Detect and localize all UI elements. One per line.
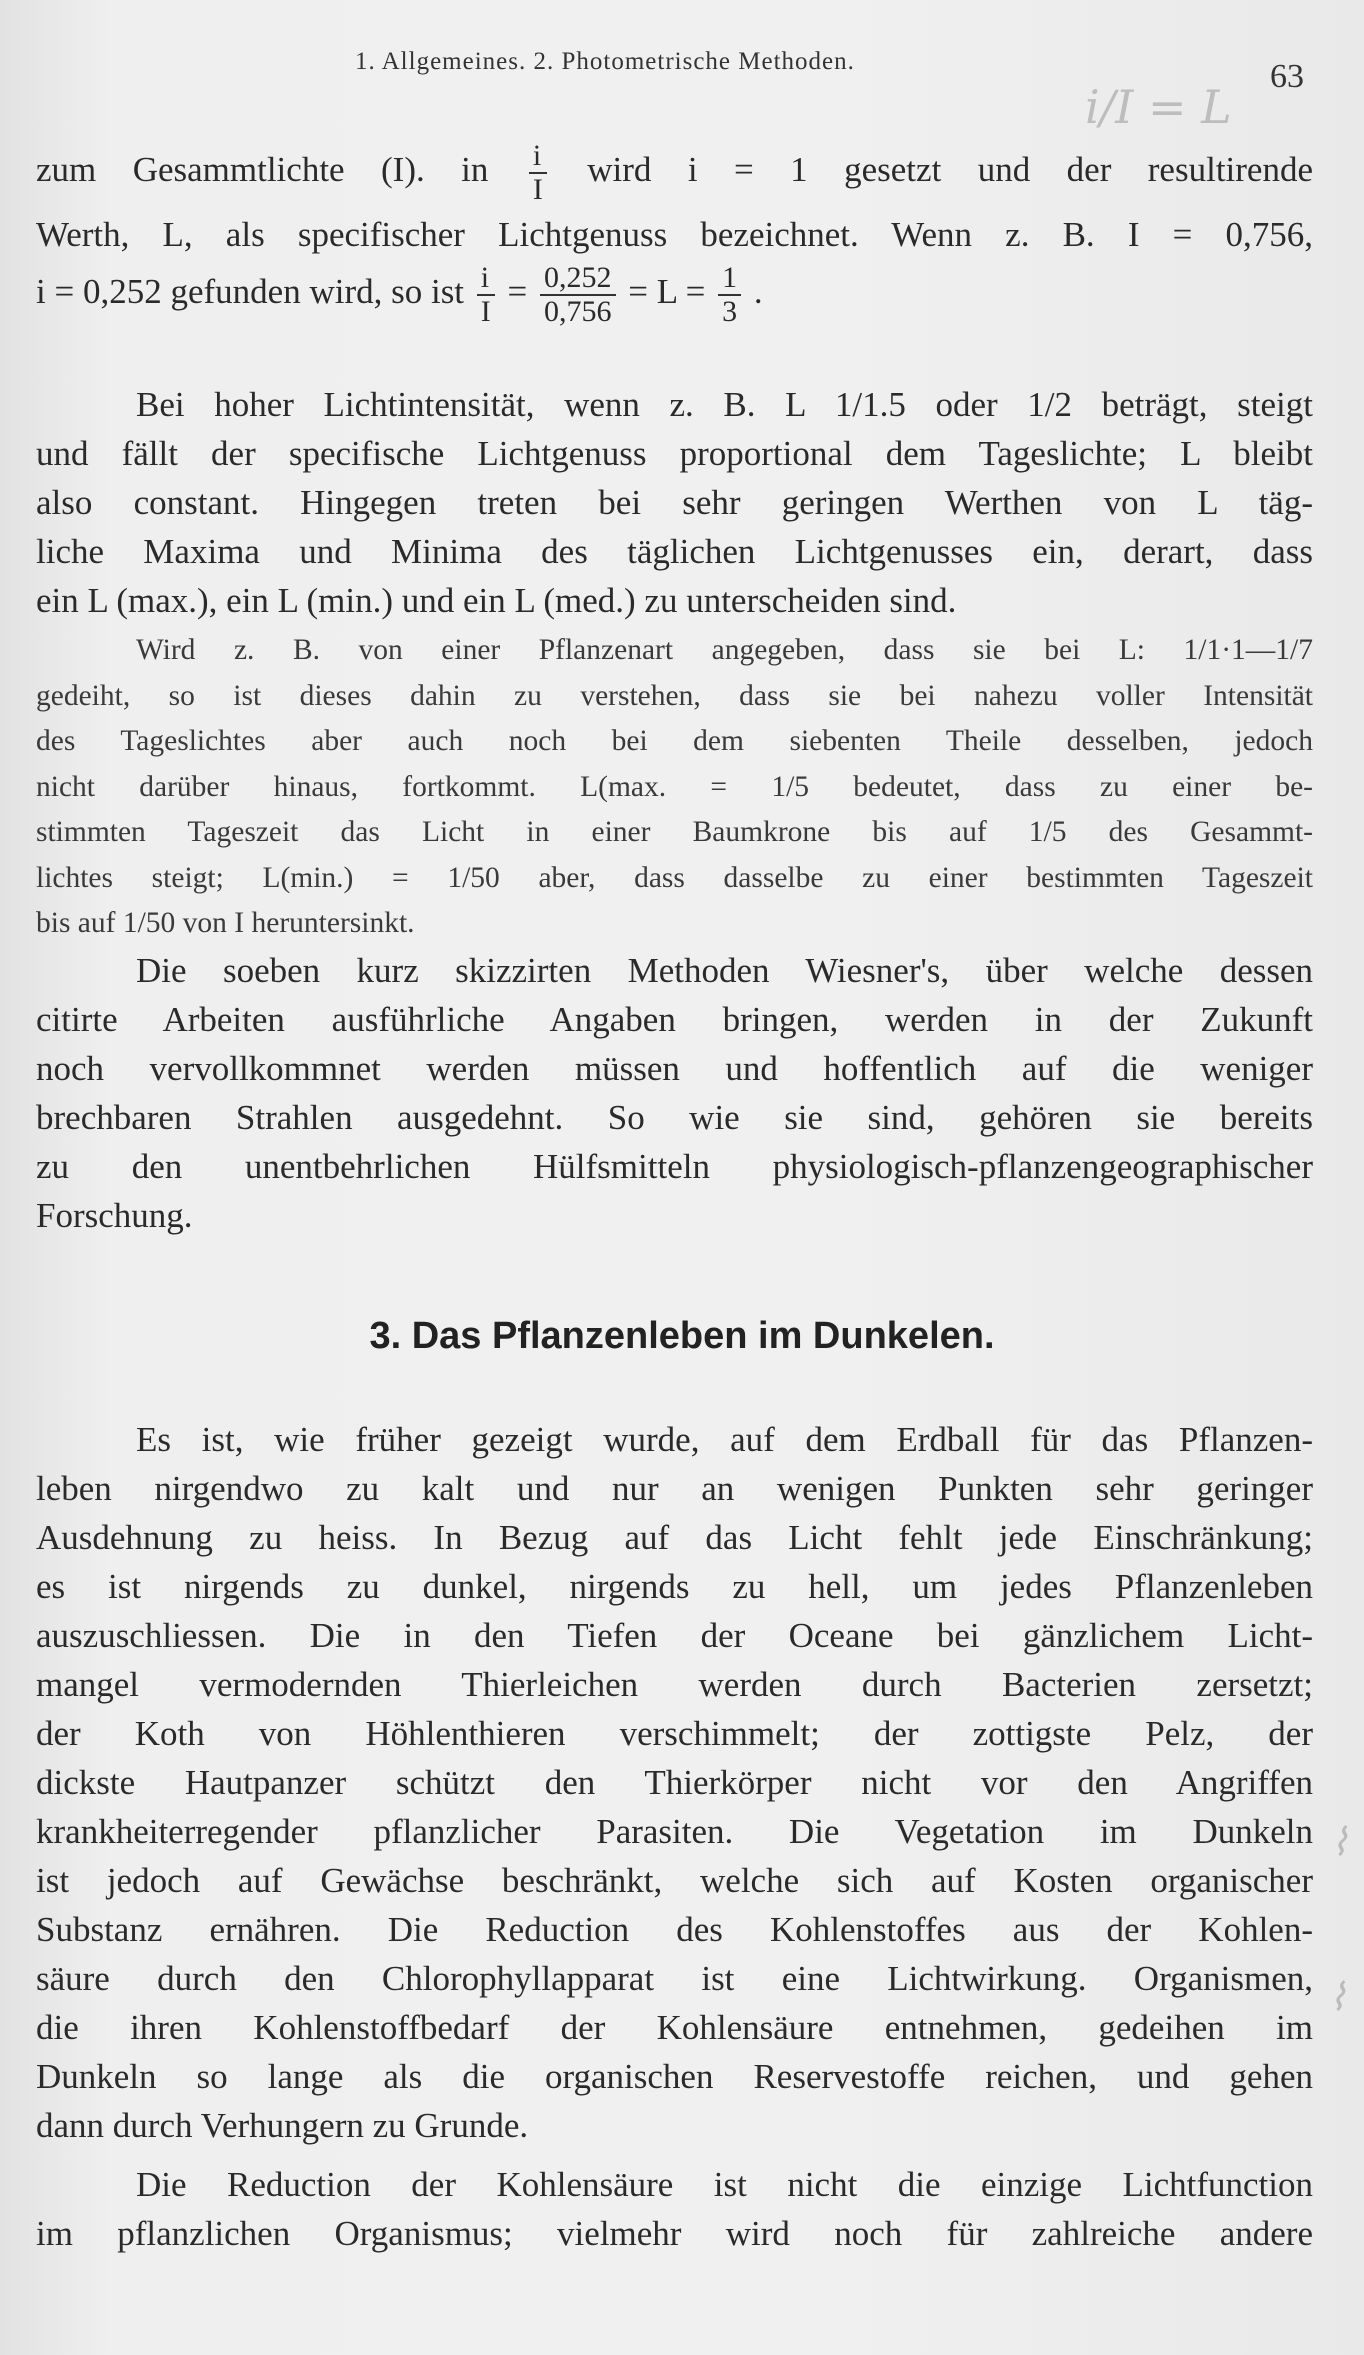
fraction-denominator: 0,756 bbox=[544, 294, 612, 328]
section-heading: 3. Das Pflanzenleben im Dunkelen. bbox=[369, 1315, 995, 1357]
text-line: mangel vermodernden Thierleichen werden durch Bacterien zersetzt; bbox=[36, 1665, 1313, 1704]
text-line: ein L (max.), ein L (min.) und ein L (med.) zu unterscheiden sind. bbox=[36, 581, 957, 620]
fraction-denominator: I bbox=[532, 172, 543, 206]
text-span: = bbox=[507, 271, 528, 311]
text-line: auszuschliessen. Die in den Tiefen der Oceane bei gänzlichem Licht- bbox=[36, 1616, 1313, 1655]
text-line: citirte Arbeiten ausführliche Angaben bringen, werden in der Zukunft bbox=[36, 1000, 1313, 1039]
text-line: lichtes steigt; L(min.) = 1/50 aber, dass dasselbe zu einer bestimmten Tageszeit bbox=[36, 861, 1313, 894]
fraction bbox=[477, 262, 495, 328]
paragraph bbox=[36, 2160, 1313, 2258]
text-span: = L = bbox=[628, 271, 706, 311]
text-line: also constant. Hingegen treten bei sehr geringen Werthen von L täg- bbox=[36, 483, 1313, 522]
text-line: Die soeben kurz skizzirten Methoden Wiesner's, über welche dessen bbox=[136, 951, 1313, 990]
paragraph bbox=[36, 946, 1313, 1240]
fraction bbox=[718, 262, 741, 328]
text-line: es ist nirgends zu dunkel, nirgends zu hell, um jedes Pflanzenleben bbox=[36, 1567, 1313, 1606]
paragraph-formula bbox=[36, 138, 1313, 328]
margin-pencil-mark: ⌇ bbox=[1330, 1822, 1349, 1864]
text-line: nicht darüber hinaus, fortkommt. L(max. = 1/5 bedeutet, dass zu einer be- bbox=[36, 770, 1313, 803]
text-line: die ihren Kohlenstoffbedarf der Kohlensäure entnehmen, gedeihen im bbox=[36, 2008, 1313, 2047]
fraction-denominator: 3 bbox=[722, 294, 738, 328]
text-line: dickste Hautpanzer schützt den Thierkörper nicht vor den Angriffen bbox=[36, 1763, 1313, 1802]
text-line: leben nirgendwo zu kalt und nur an wenigen Punkten sehr geringer bbox=[36, 1469, 1313, 1508]
page-number: 63 bbox=[1270, 58, 1304, 95]
text-line: Werth, L, als specifischer Lichtgenuss bezeichnet. Wenn z. B. I = 0,756, bbox=[36, 214, 1313, 254]
text-line: der Koth von Höhlenthieren verschimmelt; der zottigste Pelz, der bbox=[36, 1714, 1313, 1753]
fraction-numerator: i bbox=[529, 140, 547, 174]
text-line: krankheiterregender pflanzlicher Parasiten. Die Vegetation im Dunkeln bbox=[36, 1812, 1313, 1851]
text-line: Dunkeln so lange als die organischen Reservestoffe reichen, und gehen bbox=[36, 2057, 1313, 2096]
text-line: zu den unentbehrlichen Hülfsmitteln physiologisch-pflanzengeographischer bbox=[36, 1147, 1313, 1186]
fraction-numerator: 0,252 bbox=[540, 262, 616, 296]
text-line: ist jedoch auf Gewächse beschränkt, welche sich auf Kosten organischer bbox=[36, 1861, 1313, 1900]
paragraph bbox=[36, 380, 1313, 625]
text-line: stimmten Tageszeit das Licht in einer Baumkrone bis auf 1/5 des Gesammt- bbox=[36, 816, 1313, 848]
fraction-numerator: 1 bbox=[718, 262, 741, 296]
text-line: bis auf 1/50 von I heruntersinkt. bbox=[36, 907, 415, 939]
text-line: Substanz ernähren. Die Reduction des Kohlenstoffes aus der Kohlen- bbox=[36, 1910, 1313, 1949]
text-line: brechbaren Strahlen ausgedehnt. So wie sie sind, gehören sie bereits bbox=[36, 1098, 1313, 1137]
text-line: Forschung. bbox=[36, 1196, 193, 1235]
running-head: 1. Allgemeines. 2. Photometrische Methoden. bbox=[355, 48, 855, 75]
fraction-denominator: I bbox=[480, 294, 491, 328]
fraction bbox=[529, 140, 547, 206]
text-span: zum Gesammtlichte (I). in bbox=[36, 150, 489, 189]
text-line: dann durch Verhungern zu Grunde. bbox=[36, 2106, 529, 2145]
fraction bbox=[540, 262, 616, 328]
text-line: im pflanzlichen Organismus; vielmehr wird noch für zahlreiche andere bbox=[36, 2214, 1313, 2253]
margin-pencil-mark: ⌇ bbox=[1328, 1977, 1347, 2019]
text-span: . bbox=[753, 271, 763, 311]
text-line: Bei hoher Lichtintensität, wenn z. B. L 1/1.5 oder 1/2 beträgt, steigt bbox=[136, 385, 1313, 424]
text-span: wird i = 1 gesetzt und der resultirende bbox=[587, 150, 1313, 189]
text-line: Ausdehnung zu heiss. In Bezug auf das Licht fehlt jede Einschränkung; bbox=[36, 1518, 1313, 1557]
text-line bbox=[36, 259, 1313, 328]
text-span: i = 0,252 gefunden wird, so ist bbox=[36, 271, 465, 311]
text-line bbox=[36, 138, 1313, 206]
text-line: Die Reduction der Kohlensäure ist nicht die einzige Lichtfunction bbox=[136, 2165, 1313, 2204]
text-line: noch vervollkommnet werden müssen und hoffentlich auf die weniger bbox=[36, 1049, 1313, 1088]
text-line: des Tageslichtes aber auch noch bei dem siebenten Theile desselben, jedoch bbox=[36, 725, 1313, 757]
fraction-numerator: i bbox=[477, 262, 495, 296]
text-line: säure durch den Chlorophyllapparat ist eine Lichtwirkung. Organismen, bbox=[36, 1959, 1313, 1998]
paragraph bbox=[36, 1415, 1313, 2150]
text-line: liche Maxima und Minima des täglichen Lichtgenusses ein, derart, dass bbox=[36, 532, 1313, 571]
text-line: und fällt der specifische Lichtgenuss proportional dem Tageslichte; L bleibt bbox=[36, 434, 1313, 473]
text-line: Wird z. B. von einer Pflanzenart angegeben, dass sie bei L: 1/1·1—1/7 bbox=[136, 634, 1313, 666]
pencil-annotation: i/I = L bbox=[1085, 80, 1232, 134]
paragraph-small-print bbox=[36, 628, 1313, 947]
text-line: gedeiht, so ist dieses dahin zu verstehen, dass sie bei nahezu voller Intensität bbox=[36, 679, 1313, 712]
text-line: Es ist, wie früher gezeigt wurde, auf dem Erdball für das Pflanzen- bbox=[136, 1420, 1313, 1459]
